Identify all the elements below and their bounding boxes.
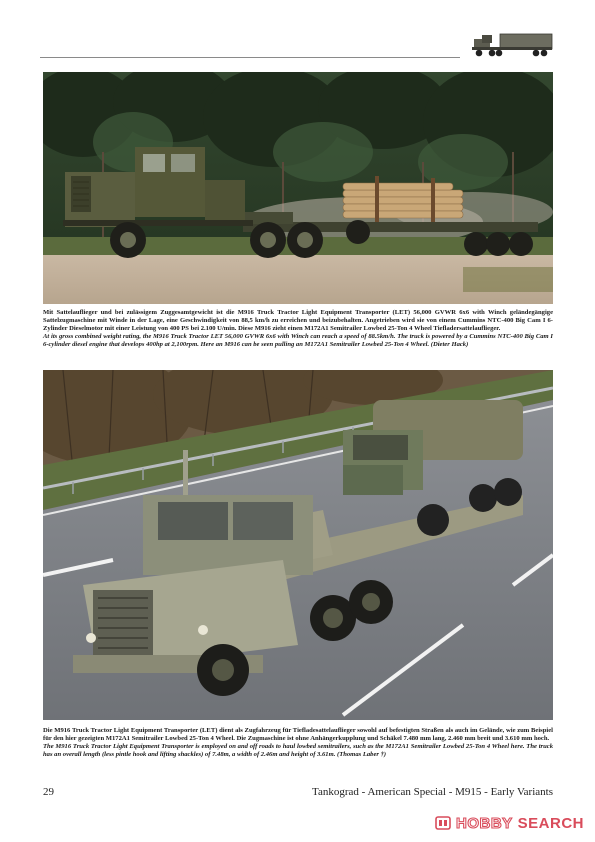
photo2-caption — [43, 727, 553, 759]
hobby-search-logo-icon — [435, 816, 451, 830]
caption-german: Mit Sattelauflieger und bei zulässigem Zuggesamtgewicht ist die M916 Truck Tractor Light Equipment Transporter (LET) 56,000 GVWR 6x6 with Winch geländegängige Sattelzugmaschine mit Winde in der Lage, eine Geschwindigkeit von 88,5 km/h zu erreichen und beizubehalten. Angetrieben wird sie von einem Cummins NTC-400 Big Cam I 6-Zylinder Dieselmotor mit einer Leistung von 400 PS bei 2.100 U/min. Diese M916 zieht einen M172A1 Semitrailer Lowbed 25-Ton 4 Wheel Tiefladersattelauflieger. — [43, 309, 553, 333]
caption-english: At its gross combined weight rating, the M916 Truck Tractor LET 56,000 GVWR 6x6 with Winch can reach a speed of 88.5km/h. The truck is powered by a Cummins NTC-400 Big Cam I 6-cylinder diesel engine that develops 400hp at 2,100rpm. Here an M916 can be seen pulling an M172A1 Semitrailer Lowbed 25-Ton 4 Wheel. (Dieter Hack) — [43, 333, 553, 349]
hobby-search-watermark — [435, 814, 584, 832]
header-truck-icon — [470, 30, 554, 60]
caption-german: Die M916 Truck Tractor Light Equipment Transporter (LET) dient als Zugfahrzeug für Tiefladesattelauflieger sowohl auf befestigten Straßen als auch im Gelände, wie zum Beispiel für den hier gezeigten M172A1 Semitrailer Lowbed 25-Ton 4 Wheel. Die Zugmaschine ist ohne Anhängerkupplung und Schäkel 7.480 mm lang, 2.460 mm breit und 3.610 mm hoch. — [43, 727, 553, 743]
watermark-brand-search: SEARCH — [517, 814, 585, 832]
watermark-brand-hobby: HOBBY — [456, 814, 513, 832]
caption-english: The M916 Truck Tractor Light Equipment Transporter is employed on and off roads to haul lowbed semitrailers, such as the M172A1 Semitrailer Lowbed 25-Ton 4 Wheel here. The truck has an overall length (less pintle hook and lifting shackles) of 7.48m, a width of 2.46m and height of 3.61m. (Thomas Laber †) — [43, 743, 553, 759]
photo-m916-hauling-logs — [43, 72, 553, 304]
header-rule — [40, 57, 460, 58]
page-number: 29 — [43, 786, 54, 798]
photo1-caption — [43, 309, 553, 349]
footer-title: Tankograd - American Special - M915 - Early Variants — [312, 786, 553, 798]
photo-m916-hauling-truck-on-highway — [43, 370, 553, 720]
